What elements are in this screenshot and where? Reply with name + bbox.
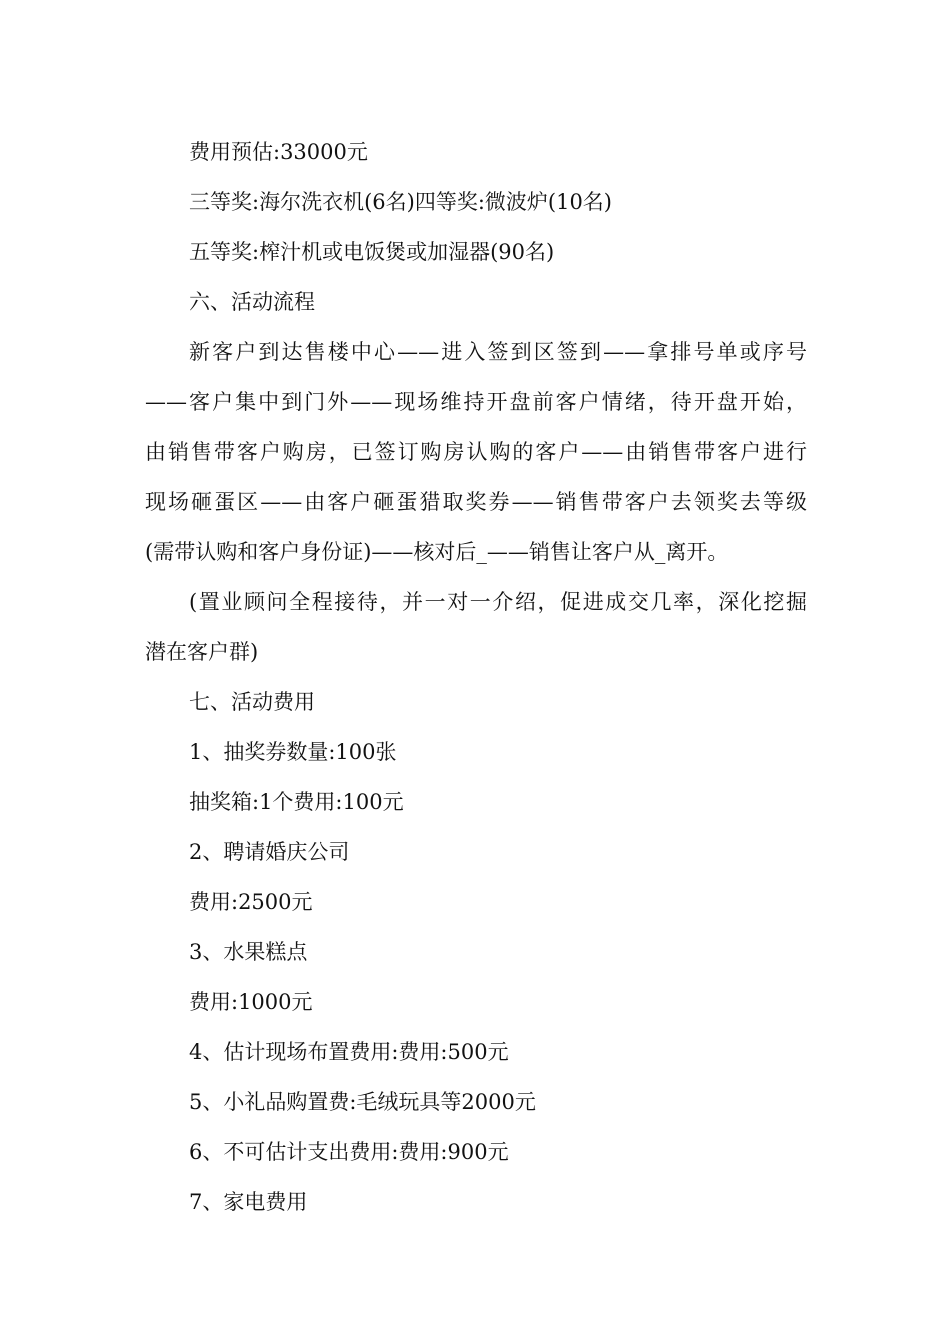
cost-item-small-gifts: 5、小礼品购置费:毛绒玩具等2000元 <box>189 1090 536 1114</box>
cost-item-fruit-pastry: 3、水果糕点 <box>189 940 308 964</box>
flow-paragraph-line-3: 由销售带客户购房，已签订购房认购的客户——由销售带客户进行 <box>145 440 807 464</box>
note-paragraph-line-1: (置业顾问全程接待，并一对一介绍，促进成交几率，深化挖掘 <box>189 590 807 614</box>
cost-item-lottery-tickets: 1、抽奖券数量:100张 <box>189 740 397 764</box>
cost-item-wedding-company: 2、聘请婚庆公司 <box>189 840 350 864</box>
cost-item-appliances: 7、家电费用 <box>189 1190 308 1214</box>
third-fourth-prize-line: 三等奖:海尔洗衣机(6名)四等奖:微波炉(10名) <box>189 190 613 214</box>
cost-item-lottery-box: 抽奖箱:1个费用:100元 <box>189 790 404 814</box>
flow-paragraph-line-5: (需带认购和客户身份证)——核对后_——销售让客户从_离开。 <box>145 540 729 564</box>
fifth-prize-line: 五等奖:榨汁机或电饭煲或加湿器(90名) <box>189 240 555 264</box>
cost-item-site-layout: 4、估计现场布置费用:费用:500元 <box>189 1040 509 1064</box>
cost-estimate-line: 费用预估:33000元 <box>189 140 368 164</box>
document-body <box>145 127 807 1227</box>
cost-wedding-company-amount: 费用:2500元 <box>189 890 313 914</box>
cost-item-unforeseen: 6、不可估计支出费用:费用:900元 <box>189 1140 509 1164</box>
section-heading-activity-cost: 七、活动费用 <box>189 690 315 714</box>
flow-paragraph-line-4: 现场砸蛋区——由客户砸蛋猎取奖券——销售带客户去领奖去等级 <box>145 490 807 514</box>
note-paragraph-line-2: 潜在客户群) <box>145 640 259 664</box>
section-heading-activity-flow: 六、活动流程 <box>189 290 315 314</box>
cost-fruit-pastry-amount: 费用:1000元 <box>189 990 313 1014</box>
flow-paragraph-line-2: ——客户集中到门外——现场维持开盘前客户情绪，待开盘开始， <box>145 390 807 414</box>
flow-paragraph-line-1: 新客户到达售楼中心——进入签到区签到——拿排号单或序号 <box>189 340 807 364</box>
